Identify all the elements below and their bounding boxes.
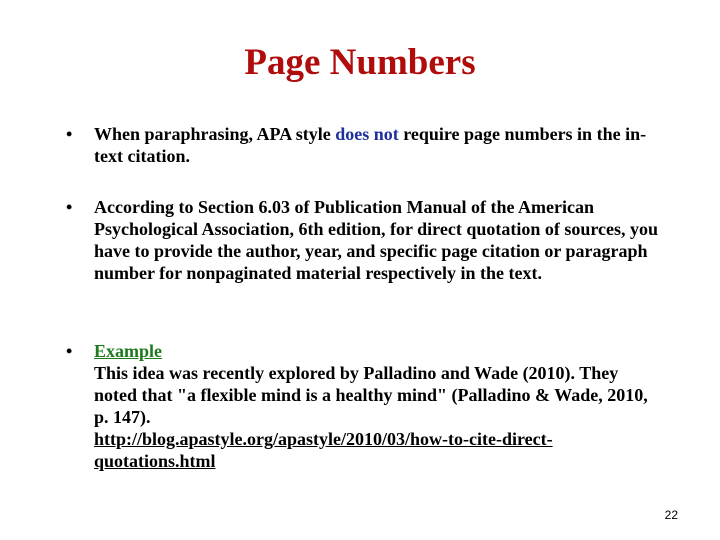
- example-label: Example: [94, 341, 163, 361]
- bullet-marker: •: [66, 197, 73, 217]
- bullet-marker: •: [66, 341, 73, 361]
- slide-title: Page Numbers: [244, 42, 476, 83]
- example-body: This idea was recently explored by Palladino and Wade (2010). They noted that "a flexible mind is a healthy mind" (Palladino & Wade, 2010, p. 147).: [94, 363, 648, 427]
- bullet-text-post: require page numbers in the in-text citation.: [94, 124, 647, 166]
- bullet-marker: •: [66, 124, 73, 144]
- bullet-text: [94, 123, 664, 167]
- apastyle-link[interactable]: http://blog.apastyle.org/apastyle/2010/03/how-to-cite-direct-quotations.html: [94, 429, 553, 471]
- example-block: [94, 340, 664, 472]
- emphasis-does-not: does not: [335, 124, 399, 144]
- page-number: 22: [664, 508, 678, 522]
- bullet-text: According to Section 6.03 of Publication Manual of the American Psychological Association, 6th edition, for direct quotation of sources, you have to provide the author, year, and specific page citation or paragraph number for nonpaginated material respectively in the text.: [94, 197, 659, 283]
- bullet-text-pre: When paraphrasing, APA style: [94, 124, 336, 144]
